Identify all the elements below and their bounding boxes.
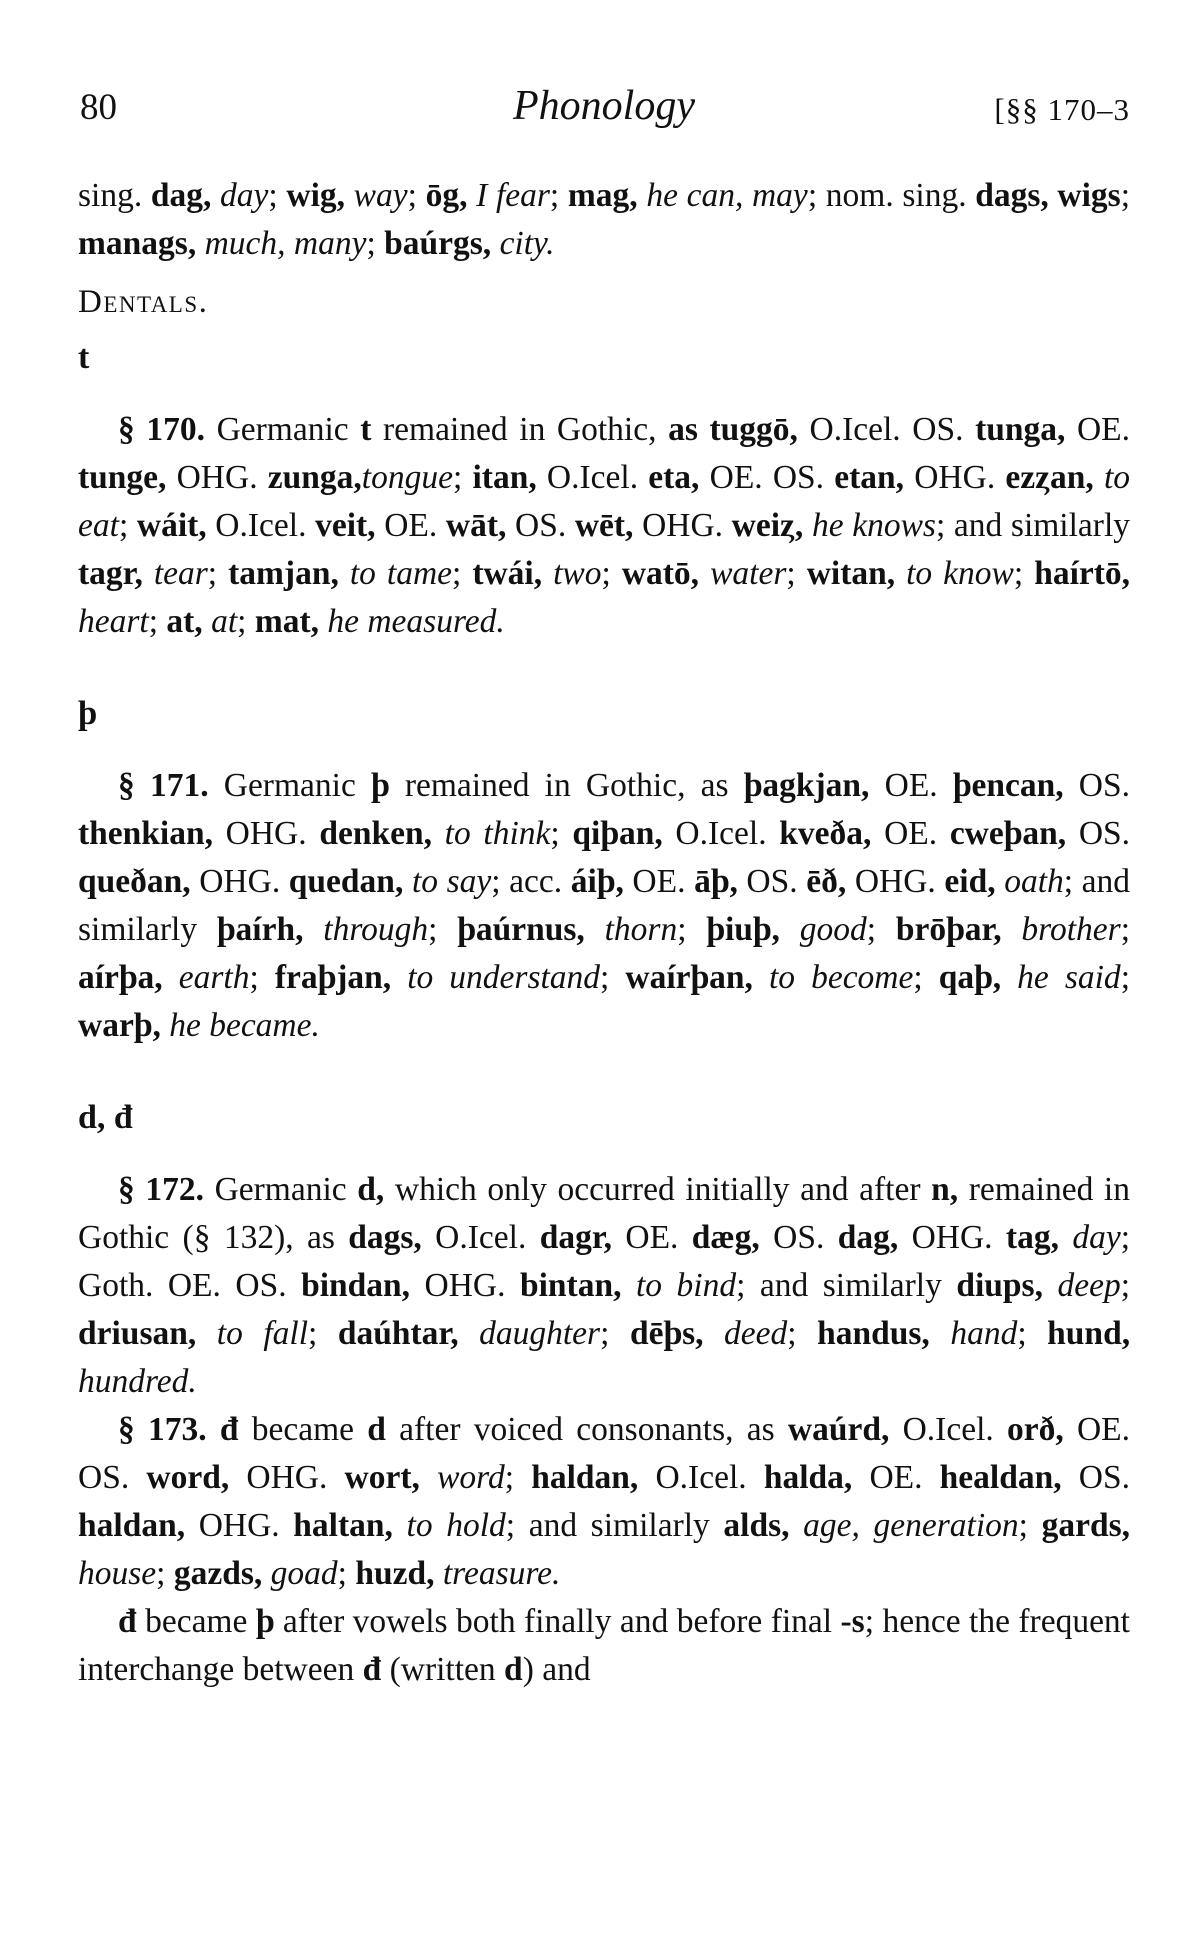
text-run bbox=[780, 911, 800, 948]
text-run bbox=[203, 603, 211, 640]
text-run: ; bbox=[156, 1555, 174, 1592]
word-form: alds, bbox=[723, 1507, 790, 1544]
text-run: ; bbox=[786, 555, 807, 592]
continuation-paragraph bbox=[78, 172, 1130, 268]
gloss: tongue bbox=[361, 459, 453, 496]
text-run: ; nom. sing. bbox=[807, 177, 976, 214]
gloss: to hold bbox=[406, 1507, 506, 1544]
gloss: to understand bbox=[407, 959, 601, 996]
word-form: denken, bbox=[319, 815, 432, 852]
gloss: thorn bbox=[604, 911, 678, 948]
gloss: to think bbox=[444, 815, 551, 852]
text-run: ; bbox=[308, 1315, 338, 1352]
word-form: kveða, bbox=[779, 815, 872, 852]
text-run: OE. bbox=[612, 1219, 692, 1256]
word-form: veit, bbox=[315, 507, 376, 544]
text-run: OHG. bbox=[898, 1219, 1006, 1256]
gloss: to bind bbox=[635, 1267, 737, 1304]
text-run bbox=[393, 1507, 407, 1544]
word-form: þiuþ, bbox=[706, 911, 780, 948]
text-run bbox=[459, 1315, 480, 1352]
text-run bbox=[1001, 959, 1017, 996]
gloss: city. bbox=[499, 225, 555, 262]
text-run: ; and similarly bbox=[935, 507, 1131, 544]
word-form: āþ, bbox=[694, 863, 738, 900]
text-run: OS. bbox=[737, 863, 807, 900]
word-form: dags, bbox=[348, 1219, 422, 1256]
text-run bbox=[753, 959, 769, 996]
text-run: ; bbox=[913, 959, 939, 996]
word-form: d bbox=[504, 1651, 523, 1688]
text-run: ; and similarly bbox=[505, 1507, 724, 1544]
gloss: daughter bbox=[479, 1315, 601, 1352]
word-form: þencan, bbox=[952, 767, 1064, 804]
gloss: to eat bbox=[78, 459, 1131, 544]
word-form: tunge, bbox=[78, 459, 167, 496]
word-form: manags, bbox=[78, 225, 197, 262]
word-form: wig, bbox=[286, 177, 346, 214]
word-form: n, bbox=[931, 1171, 959, 1208]
text-run: ; bbox=[1013, 555, 1035, 592]
word-form: tunga, bbox=[975, 411, 1066, 448]
text-run bbox=[391, 959, 407, 996]
text-run: O.Icel. bbox=[662, 815, 780, 852]
text-run bbox=[895, 555, 906, 592]
word-form: þ bbox=[371, 767, 390, 804]
word-form: etan, bbox=[834, 459, 905, 496]
text-run: ; bbox=[549, 177, 568, 214]
text-run bbox=[1043, 1267, 1058, 1304]
text-run: remained in Gothic, as bbox=[389, 767, 744, 804]
text-run: ; bbox=[550, 815, 573, 852]
text-run: Germanic bbox=[203, 1171, 358, 1208]
word-form: đ bbox=[362, 1651, 382, 1688]
text-run bbox=[403, 863, 412, 900]
text-run bbox=[196, 225, 204, 262]
gloss: through bbox=[323, 911, 429, 948]
word-form: þagkjan, bbox=[743, 767, 870, 804]
word-form: gards, bbox=[1041, 1507, 1131, 1544]
text-run: after voiced consonants, as bbox=[385, 1411, 788, 1448]
text-run bbox=[432, 815, 445, 852]
text-run bbox=[585, 911, 605, 948]
text-run: ; bbox=[407, 177, 426, 214]
gloss: deed bbox=[724, 1315, 788, 1352]
text-run: ; bbox=[1120, 177, 1131, 214]
gloss: he measured. bbox=[327, 603, 505, 640]
gloss: he can, may bbox=[646, 177, 808, 214]
word-form: dēþs, bbox=[629, 1315, 704, 1352]
word-form: dagr, bbox=[539, 1219, 613, 1256]
gloss: word bbox=[437, 1459, 505, 1496]
text-run: OS. bbox=[759, 1219, 838, 1256]
text-run bbox=[790, 1507, 804, 1544]
text-run bbox=[1002, 911, 1022, 948]
gloss: brother bbox=[1021, 911, 1121, 948]
gloss: goad bbox=[270, 1555, 338, 1592]
text-run: OS. bbox=[1066, 815, 1131, 852]
word-form: ēð, bbox=[806, 863, 847, 900]
word-form: watō, bbox=[621, 555, 700, 592]
text-run: OE. OS. bbox=[699, 459, 835, 496]
text-run: ; bbox=[787, 1315, 818, 1352]
text-run: (written bbox=[381, 1651, 505, 1688]
gloss: he became. bbox=[169, 1007, 320, 1044]
word-form: waírþan, bbox=[625, 959, 753, 996]
word-form: haltan, bbox=[293, 1507, 393, 1544]
text-run: ; bbox=[1120, 911, 1130, 948]
text-run bbox=[143, 555, 154, 592]
book-page bbox=[78, 82, 1130, 1694]
text-run bbox=[434, 1555, 442, 1592]
word-form: dag, bbox=[150, 177, 212, 214]
text-run: OHG. bbox=[633, 507, 732, 544]
word-form: d bbox=[367, 1411, 386, 1448]
gloss: to become bbox=[768, 959, 914, 996]
text-run: ; bbox=[504, 1459, 532, 1496]
text-run: OE. bbox=[1065, 411, 1131, 448]
word-form: diups, bbox=[956, 1267, 1043, 1304]
word-form: daúhtar, bbox=[337, 1315, 459, 1352]
text-run: OHG. bbox=[212, 815, 320, 852]
text-run bbox=[207, 1411, 220, 1448]
letter-heading-thorn: þ bbox=[78, 695, 97, 732]
paragraph-171 bbox=[78, 762, 1130, 1050]
word-form: at, bbox=[166, 603, 203, 640]
text-run: ; bbox=[452, 555, 473, 592]
text-run bbox=[262, 1555, 270, 1592]
word-form: twái, bbox=[472, 555, 543, 592]
text-run bbox=[491, 225, 499, 262]
gloss: I fear bbox=[476, 177, 550, 214]
word-form: wēt, bbox=[574, 507, 634, 544]
text-run bbox=[1059, 1219, 1072, 1256]
word-form: word, bbox=[146, 1459, 230, 1496]
gloss: hundred. bbox=[78, 1363, 197, 1400]
text-run: OE. bbox=[869, 767, 953, 804]
word-form: § 173. bbox=[118, 1411, 207, 1448]
text-run: ) and bbox=[522, 1651, 591, 1688]
text-run bbox=[1094, 459, 1104, 496]
text-run: O.Icel. bbox=[421, 1219, 540, 1256]
text-run: ; bbox=[428, 911, 458, 948]
word-form: þ bbox=[255, 1603, 275, 1640]
word-form: brōþar, bbox=[895, 911, 1002, 948]
text-run bbox=[703, 1315, 724, 1352]
word-form: queðan, bbox=[78, 863, 191, 900]
gloss: to say bbox=[411, 863, 492, 900]
word-form: hund, bbox=[1047, 1315, 1131, 1352]
word-form: dags, wigs bbox=[975, 177, 1121, 214]
gloss: to know bbox=[906, 555, 1014, 592]
text-run: ; bbox=[452, 459, 473, 496]
word-form: itan, bbox=[472, 459, 537, 496]
letter-heading-t: t bbox=[78, 339, 90, 376]
paragraph-172 bbox=[78, 1166, 1130, 1406]
word-form: as tuggō, bbox=[668, 411, 798, 448]
text-run bbox=[542, 555, 553, 592]
gloss: age, generation bbox=[803, 1507, 1019, 1544]
text-run: OS. bbox=[1063, 767, 1130, 804]
gloss: he said bbox=[1017, 959, 1121, 996]
text-run: ; bbox=[1120, 1267, 1131, 1304]
word-form: đ bbox=[219, 1411, 239, 1448]
word-form: quedan, bbox=[288, 863, 404, 900]
word-form: aírþa, bbox=[78, 959, 163, 996]
word-form: haldan, bbox=[531, 1459, 639, 1496]
word-form: qiþan, bbox=[572, 815, 663, 852]
text-run: ; bbox=[237, 603, 255, 640]
word-form: driusan, bbox=[78, 1315, 197, 1352]
chapter-title: Phonology bbox=[513, 83, 695, 129]
gloss: deep bbox=[1057, 1267, 1121, 1304]
text-run: ; bbox=[600, 959, 626, 996]
word-form: witan, bbox=[806, 555, 896, 592]
section-heading-dentals: Dentals. bbox=[78, 284, 209, 320]
text-run: Germanic bbox=[204, 411, 361, 448]
text-run bbox=[161, 1007, 169, 1044]
word-form: weiȥ, bbox=[731, 507, 804, 544]
text-run bbox=[996, 863, 1005, 900]
gloss: treasure. bbox=[442, 1555, 561, 1592]
word-form: § 171. bbox=[118, 767, 209, 804]
text-run: OE. bbox=[623, 863, 695, 900]
word-form: huzd, bbox=[355, 1555, 435, 1592]
word-form: gazds, bbox=[173, 1555, 263, 1592]
word-form: mag, bbox=[567, 177, 638, 214]
word-form: mat, bbox=[254, 603, 319, 640]
gloss: way bbox=[353, 177, 408, 214]
word-form: fraþjan, bbox=[274, 959, 392, 996]
text-run: which only occurred initially and after bbox=[384, 1171, 932, 1208]
running-head bbox=[78, 82, 1130, 152]
word-form: healdan, bbox=[939, 1459, 1062, 1496]
text-run: ; bbox=[249, 959, 275, 996]
paragraph-173-continued bbox=[78, 1598, 1130, 1694]
gloss: heart bbox=[78, 603, 149, 640]
text-run: OHG. bbox=[229, 1459, 345, 1496]
text-run bbox=[345, 177, 354, 214]
text-run: ; and similarly bbox=[736, 1267, 957, 1304]
letter-heading-d: d, đ bbox=[78, 1099, 133, 1136]
text-run bbox=[420, 1459, 437, 1496]
word-form: tag, bbox=[1005, 1219, 1059, 1256]
word-form: eta, bbox=[648, 459, 700, 496]
text-run: OS. bbox=[1061, 1459, 1131, 1496]
word-form: § 172. bbox=[118, 1171, 204, 1208]
text-run: OHG. bbox=[846, 863, 945, 900]
page-number: 80 bbox=[80, 87, 117, 128]
text-run: remained in Gothic (§ 132), as bbox=[78, 1171, 1130, 1256]
text-run: ; bbox=[600, 1315, 630, 1352]
word-form: halda, bbox=[763, 1459, 853, 1496]
word-form: -s bbox=[840, 1603, 865, 1640]
text-run: OHG. bbox=[904, 459, 1006, 496]
word-form: qaþ, bbox=[938, 959, 1002, 996]
text-run: became bbox=[238, 1411, 368, 1448]
word-form: wáit, bbox=[136, 507, 207, 544]
text-run: OHG. bbox=[185, 1507, 294, 1544]
word-form: ezȥan, bbox=[1005, 459, 1094, 496]
text-run: OE. bbox=[871, 815, 950, 852]
gloss: good bbox=[799, 911, 867, 948]
text-run: OHG. bbox=[190, 863, 289, 900]
body-text bbox=[78, 172, 1130, 1694]
word-form: áiþ, bbox=[570, 863, 624, 900]
word-form: þaírh, bbox=[216, 911, 304, 948]
word-form: dag, bbox=[837, 1219, 899, 1256]
text-run: O.Icel. bbox=[638, 1459, 764, 1496]
word-form: þaúrnus, bbox=[457, 911, 585, 948]
text-run: ; bbox=[207, 555, 229, 592]
text-run: OE. bbox=[375, 507, 446, 544]
word-form: cweþan, bbox=[949, 815, 1067, 852]
word-form: warþ, bbox=[78, 1007, 161, 1044]
text-run: ; bbox=[1017, 1315, 1048, 1352]
text-run: sing. bbox=[78, 177, 151, 214]
gloss: day bbox=[220, 177, 269, 214]
word-form: eid, bbox=[944, 863, 996, 900]
gloss: house bbox=[78, 1555, 157, 1592]
word-form: wort, bbox=[344, 1459, 420, 1496]
word-form: bintan, bbox=[519, 1267, 622, 1304]
text-run bbox=[196, 1315, 217, 1352]
text-run bbox=[803, 507, 812, 544]
gloss: two bbox=[553, 555, 602, 592]
text-run: ; bbox=[148, 603, 167, 640]
text-run: O.Icel. bbox=[206, 507, 316, 544]
gloss: much, many bbox=[204, 225, 367, 262]
word-form: dæg, bbox=[691, 1219, 760, 1256]
word-form: d, bbox=[357, 1171, 385, 1208]
text-run: ; bbox=[1120, 959, 1130, 996]
word-form: orð, bbox=[1007, 1411, 1064, 1448]
text-run: O.Icel. bbox=[536, 459, 649, 496]
text-run: ; bbox=[677, 911, 707, 948]
text-run: OE. OS. bbox=[78, 1411, 1131, 1496]
word-form: đ bbox=[118, 1603, 137, 1640]
text-run: after vowels both finally and before final bbox=[274, 1603, 841, 1640]
text-run: became bbox=[136, 1603, 256, 1640]
text-run: OHG. bbox=[166, 459, 268, 496]
paragraph-173 bbox=[78, 1406, 1130, 1598]
text-run: Germanic bbox=[208, 767, 372, 804]
word-form: wāt, bbox=[445, 507, 507, 544]
word-form: zunga, bbox=[267, 459, 362, 496]
word-form: t bbox=[360, 411, 372, 448]
text-run: ; bbox=[366, 225, 385, 262]
text-run: OHG. bbox=[410, 1267, 520, 1304]
text-run: ; Goth. OE. OS. bbox=[78, 1219, 1131, 1304]
text-run: remained in Gothic, bbox=[371, 411, 669, 448]
gloss: hand bbox=[950, 1315, 1018, 1352]
word-form: tagr, bbox=[78, 555, 143, 592]
word-form: handus, bbox=[817, 1315, 930, 1352]
word-form: tamjan, bbox=[228, 555, 339, 592]
text-run: ; bbox=[866, 911, 896, 948]
gloss: oath bbox=[1004, 863, 1064, 900]
text-run: ; and similarly bbox=[78, 863, 1131, 948]
word-form: waúrd, bbox=[787, 1411, 890, 1448]
text-run: OS. bbox=[506, 507, 575, 544]
gloss: he knows bbox=[811, 507, 936, 544]
text-run bbox=[303, 911, 323, 948]
text-run bbox=[163, 959, 179, 996]
text-run: ; bbox=[268, 177, 287, 214]
text-run: ; bbox=[1018, 1507, 1042, 1544]
gloss: water bbox=[710, 555, 787, 592]
word-form: § 170. bbox=[118, 411, 205, 448]
text-run: O.Icel. OS. bbox=[797, 411, 976, 448]
text-run bbox=[339, 555, 350, 592]
gloss: tear bbox=[153, 555, 208, 592]
text-run bbox=[211, 177, 220, 214]
word-form: haírtō, bbox=[1034, 555, 1131, 592]
gloss: at bbox=[211, 603, 238, 640]
gloss: to tame bbox=[349, 555, 453, 592]
gloss: earth bbox=[178, 959, 250, 996]
paragraph-170 bbox=[78, 406, 1130, 646]
text-run bbox=[621, 1267, 636, 1304]
text-run: ; bbox=[601, 555, 622, 592]
gloss: day bbox=[1072, 1219, 1121, 1256]
section-range: [§§ 170–3 bbox=[994, 92, 1130, 127]
word-form: bindan, bbox=[301, 1267, 411, 1304]
word-form: ōg, bbox=[425, 177, 468, 214]
text-run: ; bbox=[118, 507, 137, 544]
word-form: haldan, bbox=[78, 1507, 186, 1544]
word-form: baúrgs, bbox=[384, 225, 492, 262]
text-run: OE. bbox=[852, 1459, 940, 1496]
text-run: ; hence the frequent interchange between bbox=[78, 1603, 1130, 1688]
text-run bbox=[699, 555, 710, 592]
text-run bbox=[930, 1315, 951, 1352]
word-form: thenkian, bbox=[78, 815, 213, 852]
text-run: ; acc. bbox=[491, 863, 571, 900]
text-run: ; bbox=[337, 1555, 356, 1592]
text-run bbox=[467, 177, 476, 214]
gloss: to fall bbox=[216, 1315, 309, 1352]
text-run: O.Icel. bbox=[889, 1411, 1007, 1448]
